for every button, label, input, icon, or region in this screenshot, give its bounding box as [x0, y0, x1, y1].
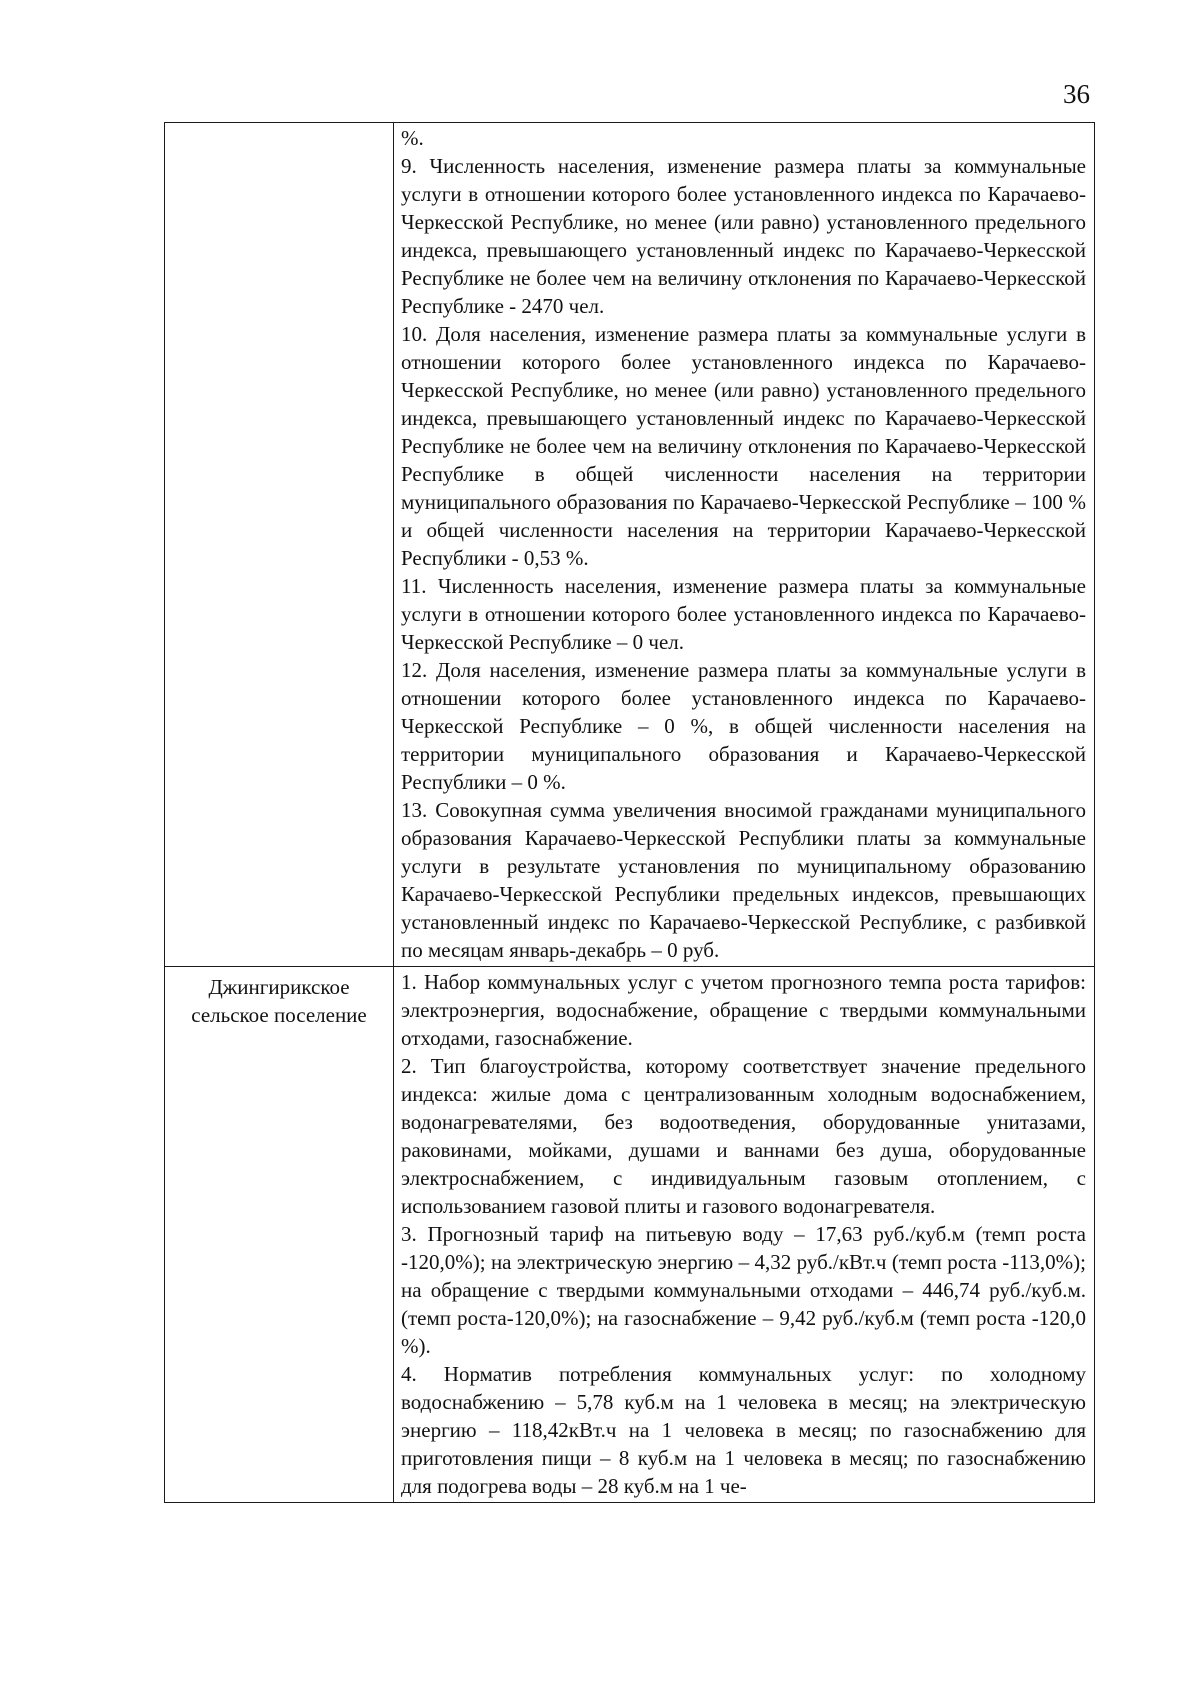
settlement-name-cell: [165, 123, 394, 967]
paragraph: 2. Тип благоустройства, которому соответствует значение предельного индекса: жилые дома с централизованным холодным водоснабжением, водонагревателями, без водоотведения, оборудованные унитазами, раковинами, мойками, душами и ваннами без душа, оборудованные электроснабжением, с индивидуальным газовым отоплением, с использованием газовой плиты и газового водонагревателя.: [401, 1054, 1086, 1218]
paragraph: %.: [401, 126, 424, 150]
paragraph: 12. Доля населения, изменение размера платы за коммунальные услуги в отношении которого более установленного индекса по Карачаево-Черкесской Республике – 0 %, в общей численности населения на территории муниципального образования и Карачаево-Черкесской Республики – 0 %.: [401, 658, 1086, 794]
table-row: [165, 967, 1095, 1503]
paragraph: 3. Прогнозный тариф на питьевую воду – 17,63 руб./куб.м (темп роста -120,0%); на электрическую энергию – 4,32 руб./кВт.ч (темп роста -113,0%); на обращение с твердыми коммунальными отходами – 446,74 руб./куб.м. (темп роста-120,0%); на газоснабжение – 9,42 руб./куб.м (темп роста -120,0 %).: [401, 1222, 1086, 1358]
paragraph: 4. Норматив потребления коммунальных услуг: по холодному водоснабжению – 5,78 куб.м на 1 человека в месяц; на электрическую энергию – 118,42кВт.ч на 1 человека в месяц; по газоснабжению для приготовления пищи – 8 куб.м на 1 человека в месяц; по газоснабжению для подогрева воды – 28 куб.м на 1 че-: [401, 1362, 1086, 1498]
settlement-name-cell: [165, 967, 394, 1503]
paragraph: 9. Численность населения, изменение размера платы за коммунальные услуги в отношении которого более установленного индекса по Карачаево-Черкесской Республике, но менее (или равно) установленного предельного индекса, превышающего установленный индекс по Карачаево-Черкесской Республике не более чем на величину отклонения по Карачаево-Черкесской Республике - 2470 чел.: [401, 154, 1086, 318]
settlement-name: [165, 123, 393, 129]
table-row: [165, 123, 1095, 967]
indicators-cell: [394, 967, 1095, 1503]
paragraph: 13. Совокупная сумма увеличения вносимой гражданами муниципального образования Карачаево-Черкесской Республики платы за коммунальные услуги в результате установления по муниципальному образованию Карачаево-Черкесской Республики предельных индексов, превышающих установленный индекс по Карачаево-Черкесской Республике, с разбивкой по месяцам январь-декабрь – 0 руб.: [401, 798, 1086, 962]
page-number: 36: [1063, 79, 1090, 109]
paragraph: 1. Набор коммунальных услуг с учетом прогнозного темпа роста тарифов: электроэнергия, водоснабжение, обращение с твердыми коммунальными отходами, газоснабжение.: [401, 970, 1086, 1050]
document-table: [164, 122, 1095, 1503]
indicators-text: [394, 967, 1094, 1502]
paragraph: 10. Доля населения, изменение размера платы за коммунальные услуги в отношении которого более установленного индекса по Карачаево-Черкесской Республике, но менее (или равно) установленного предельного индекса, превышающего установленный индекс по Карачаево-Черкесской Республике не более чем на величину отклонения по Карачаево-Черкесской Республике в общей численности населения на территории муниципального образования по Карачаево-Черкесской Республике – 100 % и общей численности населения на территории Карачаево-Черкесской Республики - 0,53 %.: [401, 322, 1086, 570]
settlement-name: Джингирикское сельское поселение: [191, 975, 367, 1027]
indicators-text: [394, 123, 1094, 966]
paragraph: 11. Численность населения, изменение размера платы за коммунальные услуги в отношении которого более установленного индекса по Карачаево-Черкесской Республике – 0 чел.: [401, 574, 1086, 654]
indicators-cell: [394, 123, 1095, 967]
